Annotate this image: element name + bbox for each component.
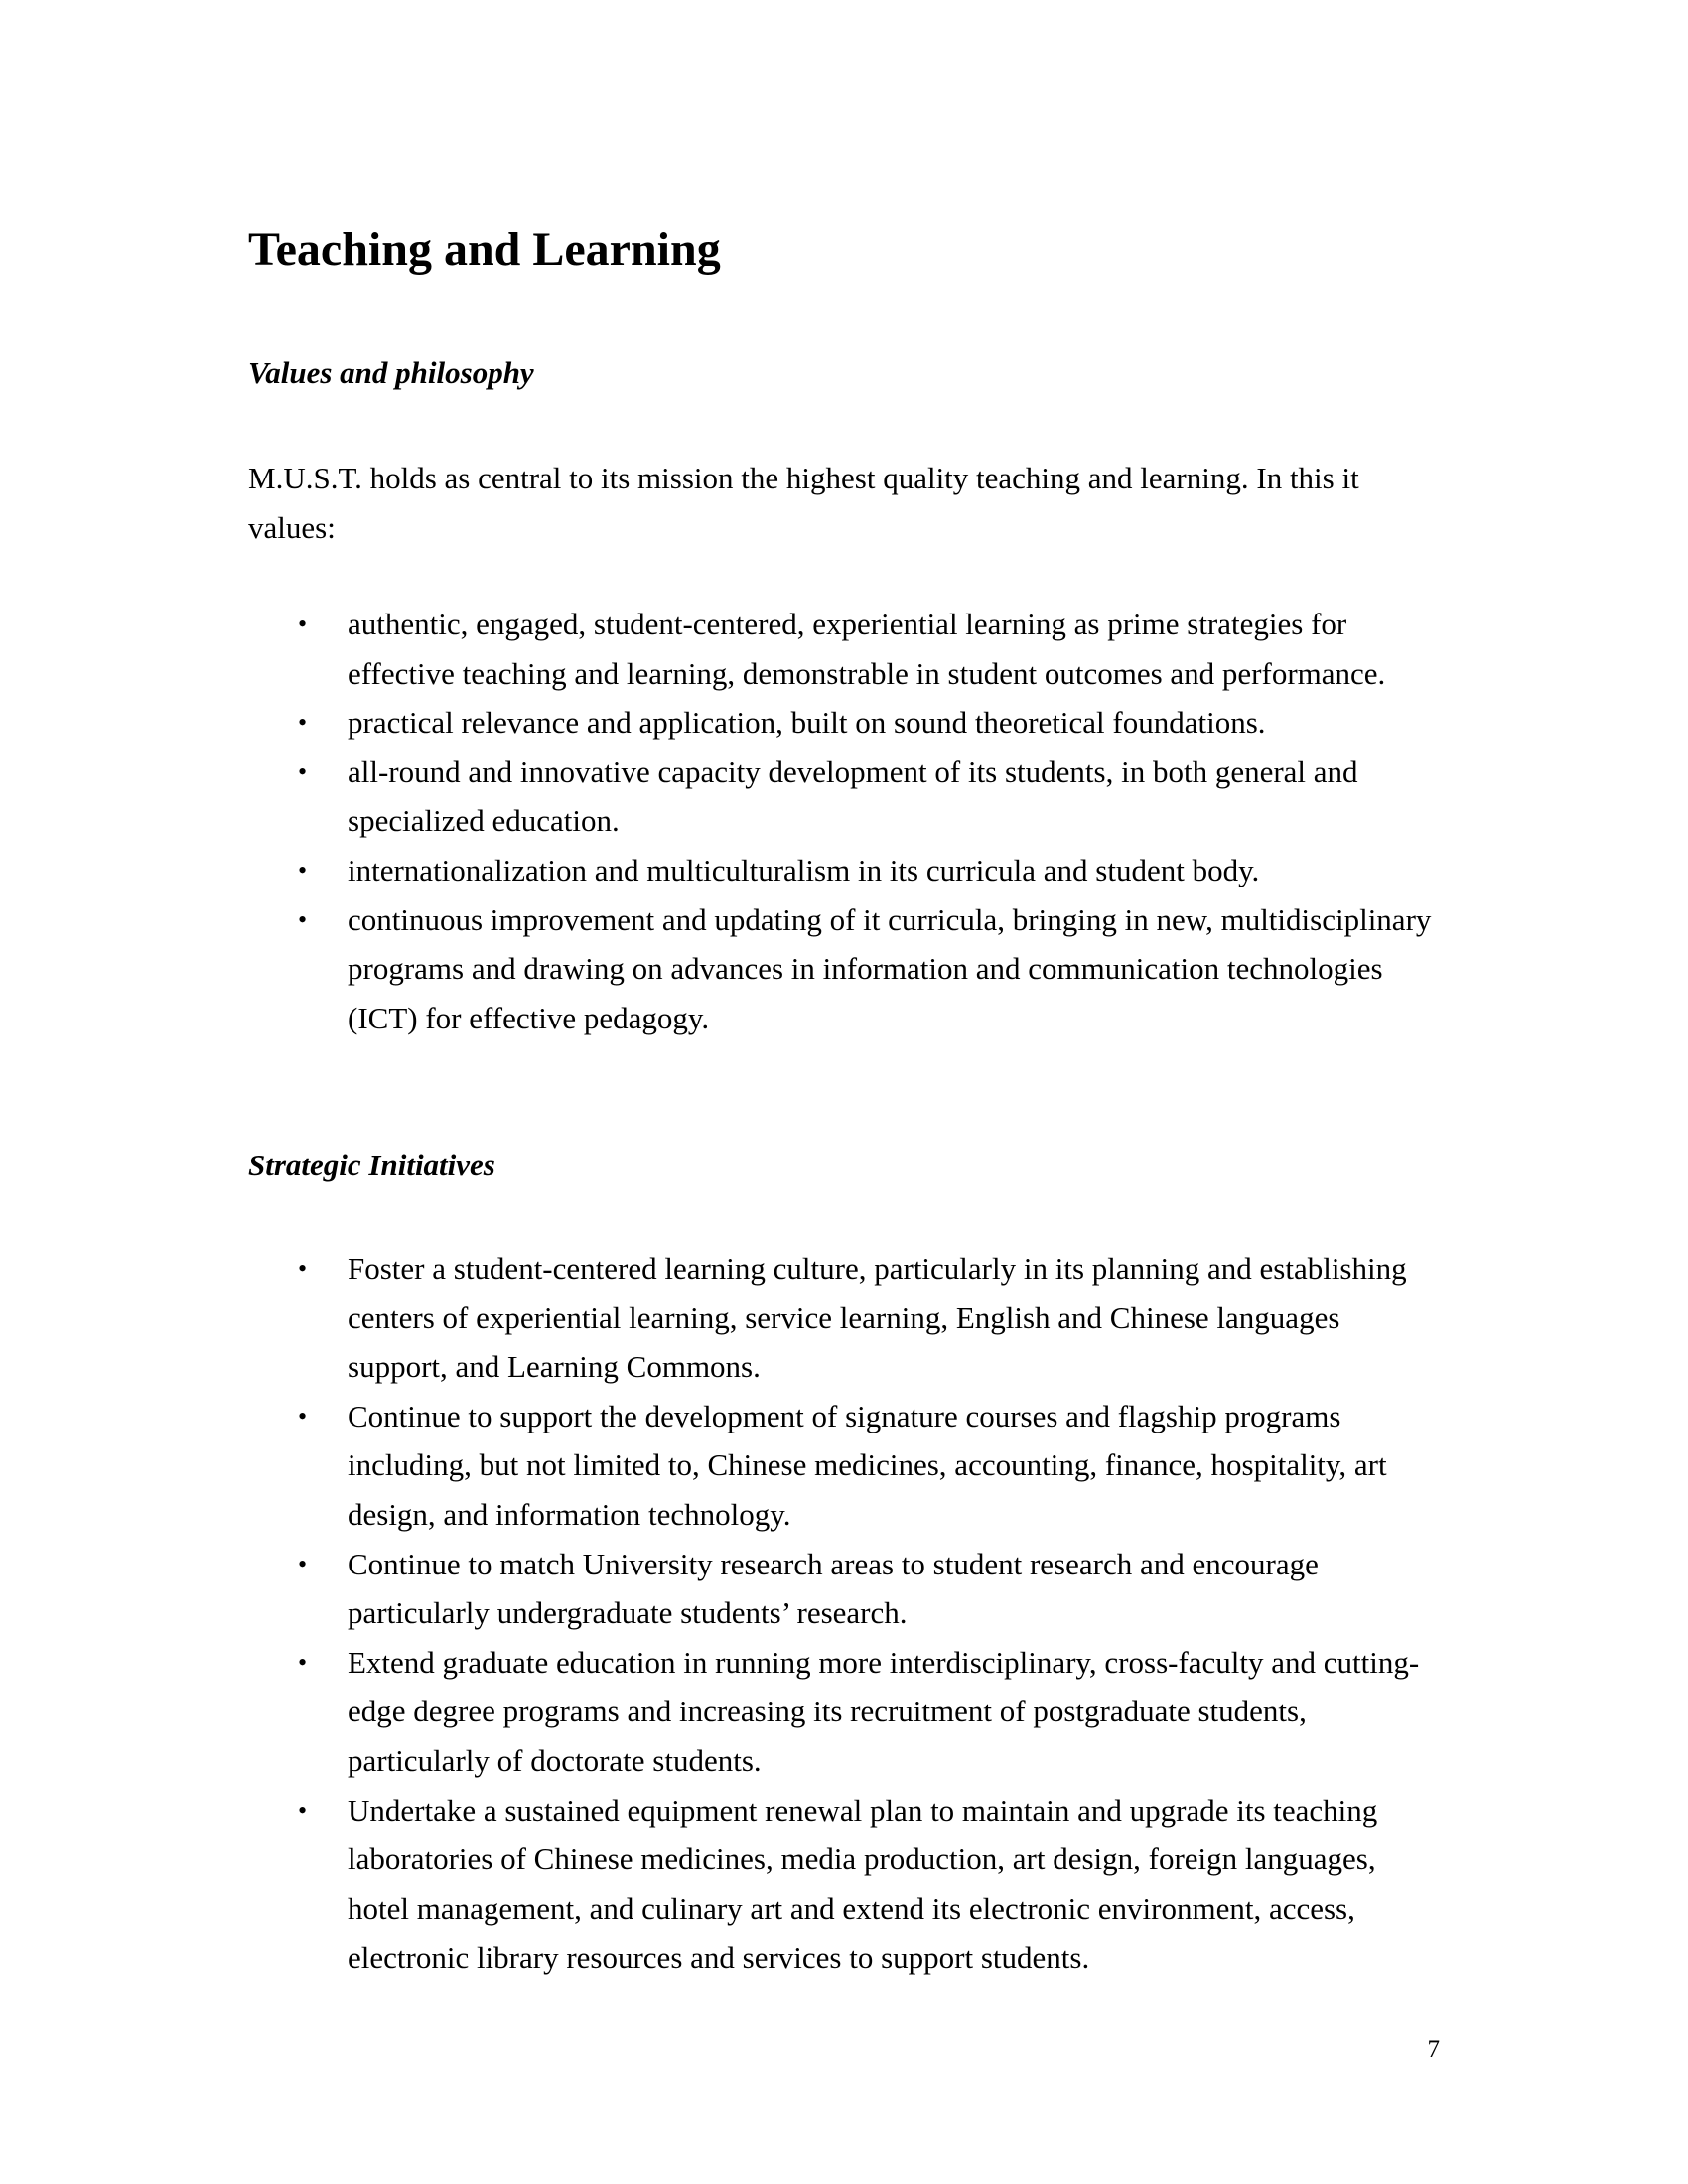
bullet-icon: •	[298, 1401, 308, 1431]
bullet-icon: •	[298, 708, 308, 738]
initiatives-list	[248, 1244, 1440, 1982]
list-item-text: Undertake a sustained equipment renewal plan to maintain and upgrade its teaching laboratories of Chinese medicines, media production, art design, foreign languages, hotel management, and culinary art and extend its electronic environment, access, electronic library resources and services to support students.	[348, 1792, 1378, 1976]
list-item	[248, 1786, 1440, 1982]
list-item-text: Continue to match University research areas to student research and encourage particularly undergraduate students’ research.	[348, 1546, 1319, 1631]
list-item-text: Foster a student-centered learning culture, particularly in its planning and establishing centers of experiential learning, service learning, English and Chinese languages support, and Learning Commons.	[348, 1251, 1407, 1385]
bullet-icon: •	[298, 1795, 308, 1825]
bullet-icon: •	[298, 756, 308, 786]
bullet-icon: •	[298, 610, 308, 638]
list-item	[248, 748, 1440, 846]
page-title: Teaching and Learning	[248, 223, 721, 276]
bullet-icon: •	[298, 904, 308, 934]
list-item-text: Extend graduate education in running more interdisciplinary, cross-faculty and cutting-edge degree programs and increasing its recruitment of postgraduate students, particularly of doctorate students.	[348, 1644, 1420, 1778]
list-item-text: internationalization and multiculturalism in its curricula and student body.	[348, 852, 1260, 887]
list-item-text: Continue to support the development of signature courses and flagship programs including, but not limited to, Chinese medicines, accounting, finance, hospitality, art design, and information technology.	[348, 1398, 1387, 1532]
list-item	[248, 1244, 1440, 1392]
list-item	[248, 1540, 1440, 1638]
list-item	[248, 895, 1440, 1043]
bullet-icon: •	[298, 1254, 308, 1283]
bullet-icon: •	[298, 855, 308, 885]
list-item-text: continuous improvement and updating of it curricula, bringing in new, multidisciplinary programs and drawing on advances in information and communication technologies (ICT) for effective pedagogy.	[348, 901, 1432, 1035]
page-number: 7	[1427, 2036, 1440, 2063]
bullet-icon: •	[298, 1647, 308, 1677]
list-item	[248, 846, 1440, 895]
list-item	[248, 600, 1440, 698]
list-item	[248, 1638, 1440, 1786]
list-item	[248, 1392, 1440, 1540]
values-section-heading: Values and philosophy	[248, 355, 534, 390]
values-intro-paragraph: M.U.S.T. holds as central to its mission the highest quality teaching and learning. In this it values:	[248, 461, 1359, 545]
list-item-text: all-round and innovative capacity development of its students, in both general and specialized education.	[348, 753, 1358, 839]
values-list	[248, 600, 1440, 1042]
list-item	[248, 698, 1440, 748]
bullet-icon: •	[298, 1549, 308, 1578]
initiatives-section-heading: Strategic Initiatives	[248, 1148, 495, 1182]
list-item-text: authentic, engaged, student-centered, experiential learning as prime strategies for effective teaching and learning, demonstrable in student outcomes and performance.	[348, 607, 1386, 691]
list-item-text: practical relevance and application, built on sound theoretical foundations.	[348, 705, 1266, 741]
